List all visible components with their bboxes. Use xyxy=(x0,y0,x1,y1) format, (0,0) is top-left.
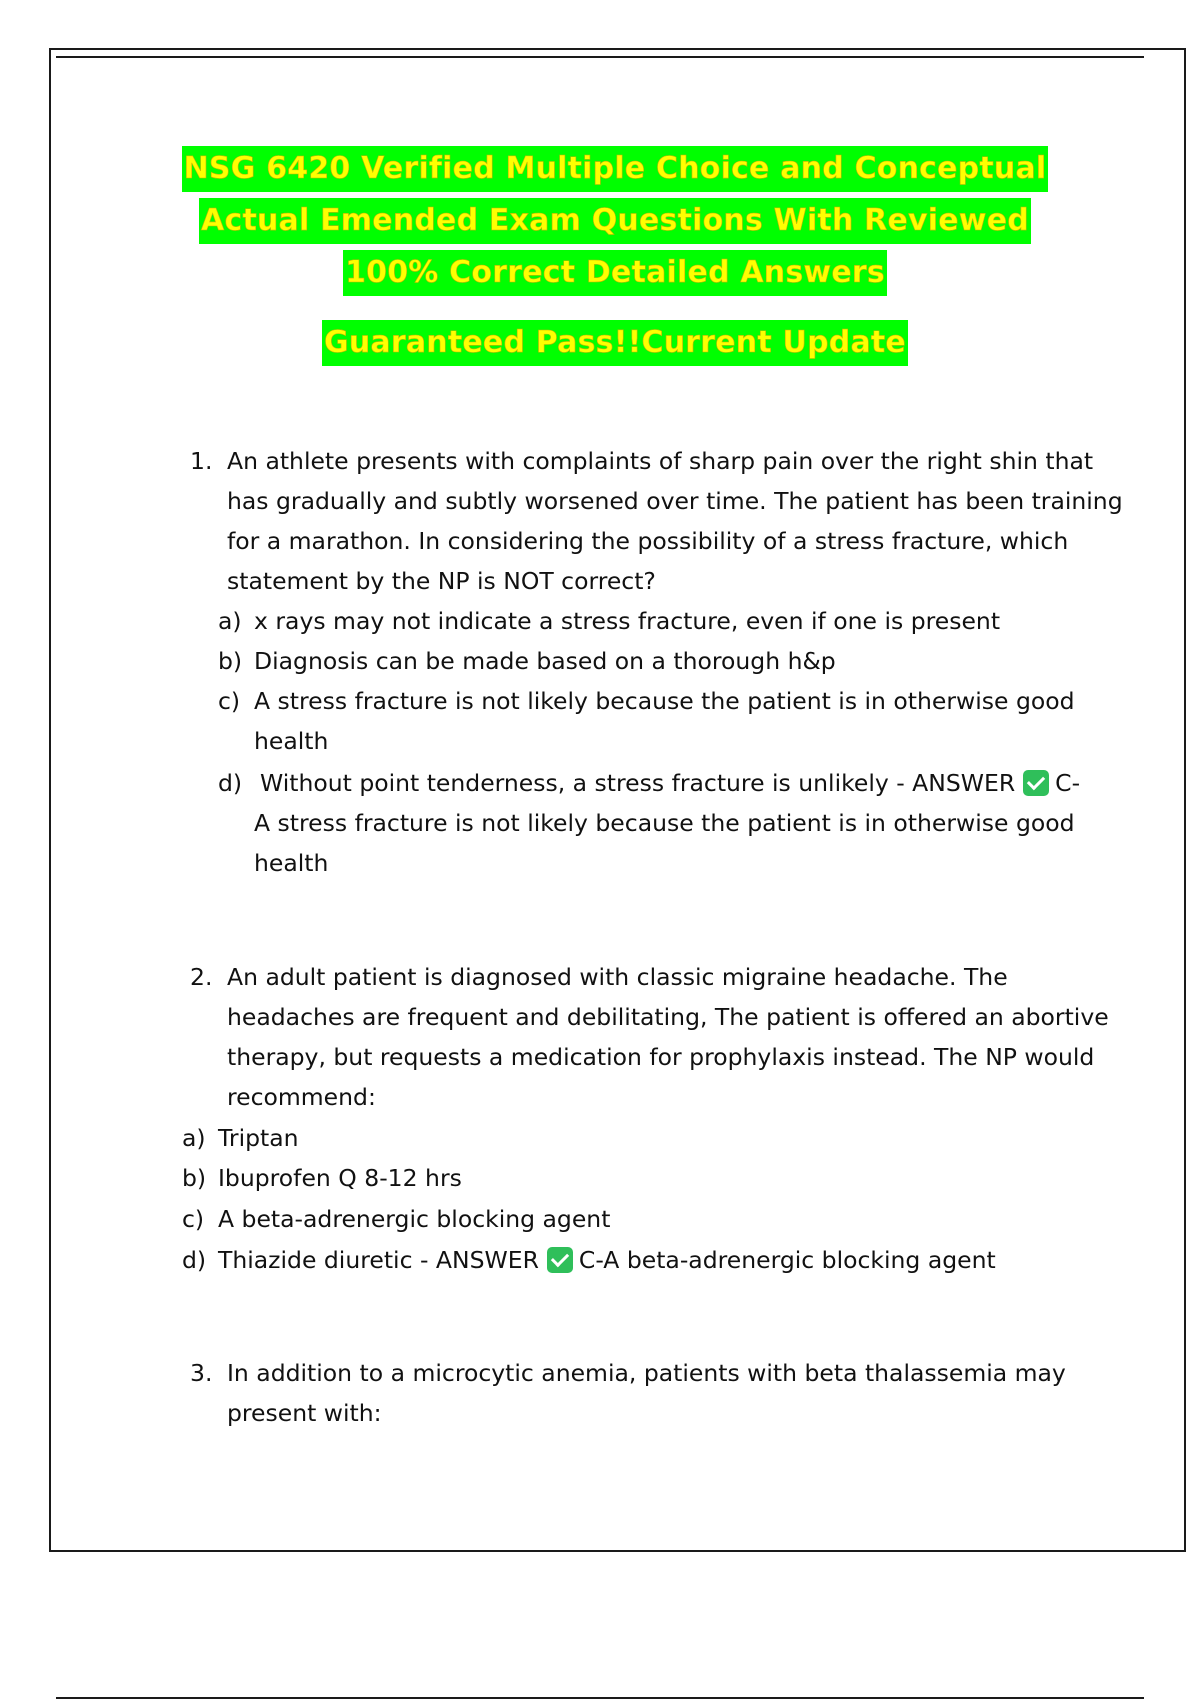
title-line-1: NSG 6420 Verified Multiple Choice and Conceptual xyxy=(182,146,1049,192)
question-stem-line: therapy, but requests a medication for prophylaxis instead. The NP would xyxy=(227,1043,1095,1071)
title-line-4: Guaranteed Pass!!Current Update xyxy=(322,320,908,366)
option-text xyxy=(218,1240,996,1280)
option-text: A beta-adrenergic blocking agent xyxy=(218,1205,611,1233)
question-stem-line: for a marathon. In considering the possibility of a stress fracture, which xyxy=(227,527,1069,555)
question-stem-line: In addition to a microcytic anemia, patients with beta thalassemia may xyxy=(227,1359,1066,1387)
option-text: Triptan xyxy=(218,1124,299,1152)
question-stem-line: has gradually and subtly worsened over time. The patient has been training xyxy=(227,487,1123,515)
question-stem-line: recommend: xyxy=(227,1083,376,1111)
question-number: 3. xyxy=(190,1359,213,1387)
question-number: 2. xyxy=(190,963,213,991)
option-text xyxy=(260,763,1080,803)
option-letter: a) xyxy=(218,607,242,635)
option-text: health xyxy=(254,727,329,755)
option-letter: d) xyxy=(182,1246,207,1274)
question-stem-line: statement by the NP is NOT correct? xyxy=(227,567,656,595)
option-text: Ibuprofen Q 8-12 hrs xyxy=(218,1164,462,1192)
check-icon xyxy=(547,1247,573,1273)
question-stem-line: headaches are frequent and debilitating, The patient is offered an abortive xyxy=(227,1003,1109,1031)
title-line-2: Actual Emended Exam Questions With Reviewed xyxy=(199,198,1031,244)
option-answer-lead: Without point tenderness, a stress fracture is unlikely - ANSWER xyxy=(260,769,1016,797)
answer-key: C-A beta-adrenergic blocking agent xyxy=(578,1246,996,1274)
option-letter: c) xyxy=(218,687,241,715)
option-letter: d) xyxy=(218,769,243,797)
option-letter: a) xyxy=(182,1124,206,1152)
question-stem-line: An adult patient is diagnosed with classic migraine headache. The xyxy=(227,963,1008,991)
option-letter: b) xyxy=(218,647,243,675)
option-answer-lead: Thiazide diuretic - ANSWER xyxy=(218,1246,539,1274)
option-text: x rays may not indicate a stress fracture, even if one is present xyxy=(254,607,1001,635)
answer-text: health xyxy=(254,849,329,877)
question-stem-line: present with: xyxy=(227,1399,382,1427)
option-text: A stress fracture is not likely because the patient is in otherwise good xyxy=(254,687,1075,715)
question-number: 1. xyxy=(190,447,213,475)
answer-text: A stress fracture is not likely because the patient is in otherwise good xyxy=(254,809,1075,837)
check-icon xyxy=(1023,770,1049,796)
question-stem-line: An athlete presents with complaints of sharp pain over the right shin that xyxy=(227,447,1094,475)
option-letter: c) xyxy=(182,1205,205,1233)
option-letter: b) xyxy=(182,1164,207,1192)
option-text: Diagnosis can be made based on a thorough h&p xyxy=(254,647,836,675)
title-line-3: 100% Correct Detailed Answers xyxy=(343,250,887,296)
answer-key: C- xyxy=(1055,769,1081,797)
